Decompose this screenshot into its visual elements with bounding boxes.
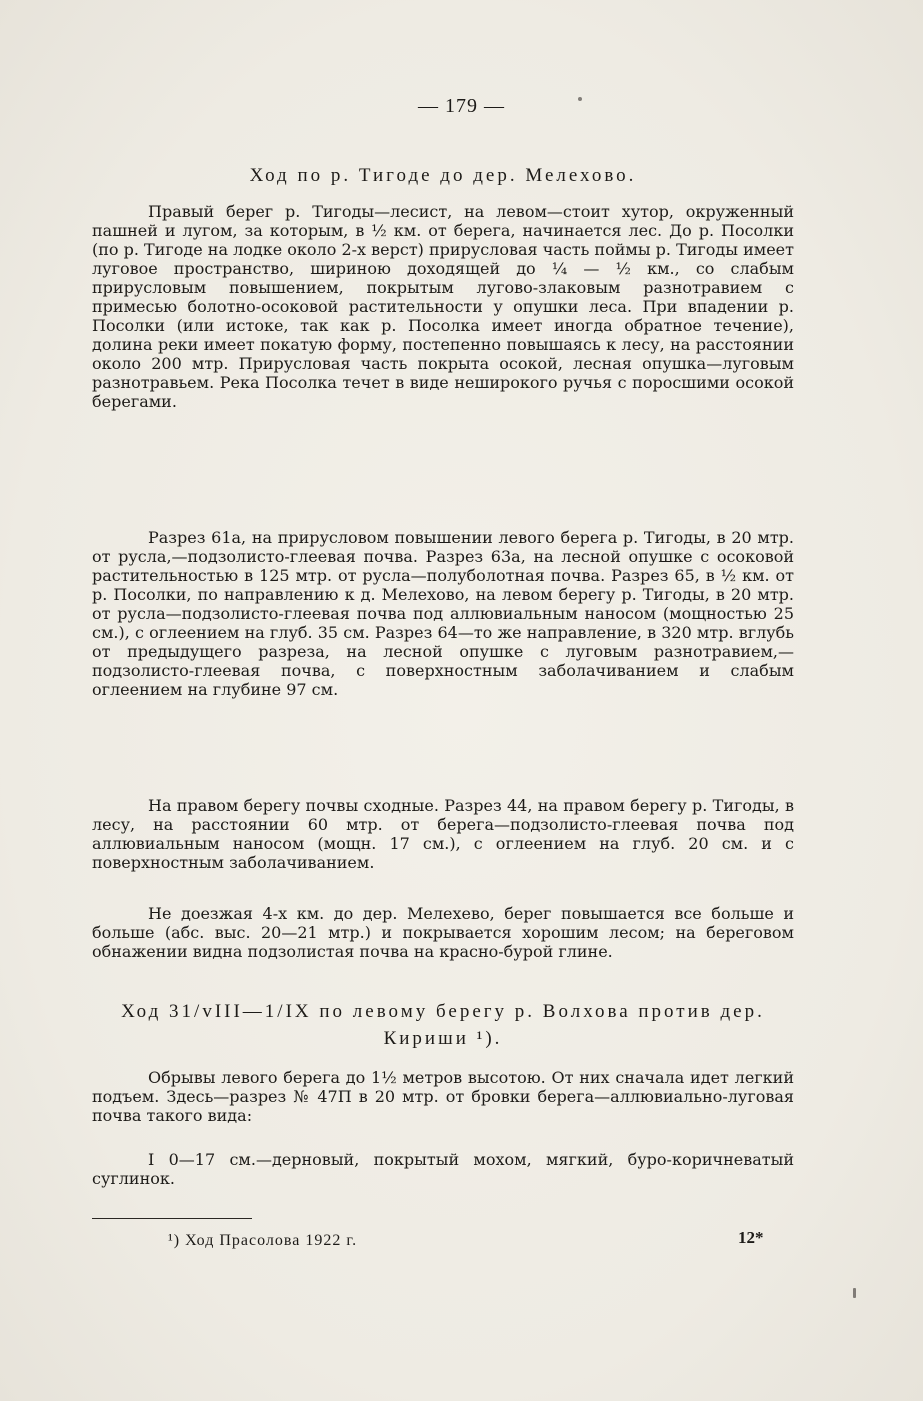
paragraph-3: На правом берегу почвы сходные. Разрез 44, на правом берегу р. Тигоды, в лесу, на расстоянии 60 мтр. от берега—подзолисто-глеевая почва под аллювиальным наносом (мощн. 17 см.), с оглеением на глуб. 20 см. и с поверхностным заболачиванием. (92, 796, 794, 872)
paragraph-4: Не доезжая 4-х км. до дер. Мелехево, берег повышается все больше и больше (абс. выс. 20—21 мтр.) и покрывается хорошим лесом; на береговом обнажении видна подзолистая почва на красно-бурой глине. (92, 904, 794, 961)
paragraph-6: I 0—17 см.—дерновый, покрытый мохом, мягкий, буро-коричневатый суглинок. (92, 1150, 794, 1188)
paper-speck (578, 97, 582, 101)
signature-mark: 12* (738, 1228, 764, 1247)
page-number: — 179 — (418, 95, 505, 117)
footnote-divider (92, 1218, 252, 1219)
paragraph-2: Разрез 61а, на прирусловом повышении левого берега р. Тигоды, в 20 мтр. от русла,—подзолисто-глеевая почва. Разрез 63а, на лесной опушке с осоковой растительностью в 125 мтр. от русла—полуболотная почва. Разрез 65, в ½ км. от р. Посолки, по направлению к д. Мелехово, на левом берегу р. Тигоды, в 20 мтр. от русла—подзолисто-глеевая почва под аллювиальным наносом (мощностью 25 см.), с оглеением на глуб. 35 см. Разрез 64—то же направление, в 320 мтр. вглубь от предыдущего разреза, на лесной опушке с луговым разнотравием,—подзолисто-глеевая почва, с поверхностным заболачиванием и слабым оглеением на глубине 97 см. (92, 528, 794, 699)
section-heading-tigoda: Ход по р. Тигоде до дер. Мелехово. (249, 165, 637, 186)
paragraph-5: Обрывы левого берега до 1½ метров высотою. От них сначала идет легкий подъем. Здесь—разрез № 47П в 20 мтр. от бровки берега—аллювиально-луговая почва такого вида: (92, 1068, 794, 1125)
paper-speck (853, 1288, 856, 1298)
section-heading-volkhov: Ход 31/vIII—1/IX по левому берегу р. Волхова против дер. Кириши ¹). (121, 1001, 765, 1049)
paragraph-1: Правый берег р. Тигоды—лесист, на левом—стоит хутор, окруженный пашней и лугом, за которым, в ½ км. от берега, начинается лес. До р. Посолки (по р. Тигоде на лодке около 2-х верст) прирусловая часть поймы р. Тигоды имеет луговое пространство, шириною доходящей до ¼ — ½ км., со слабым прирусловым повышением, покрытым лугово-злаковым разнотравием с примесью болотно-осоковой растительности у опушки леса. При впадении р. Посолки (или истоке, так как р. Посолка имеет иногда обратное течение), долина реки имеет покатую форму, постепенно повышаясь к лесу, на расстоянии около 200 мтр. Прирусловая часть покрыта осокой, лесная опушка—луговым разнотравьем. Река Посолка течет в виде неширокого ручья с поросшими осокой берегами. (92, 202, 794, 411)
footnote: ¹) Ход Прасолова 1922 г. (168, 1232, 358, 1249)
